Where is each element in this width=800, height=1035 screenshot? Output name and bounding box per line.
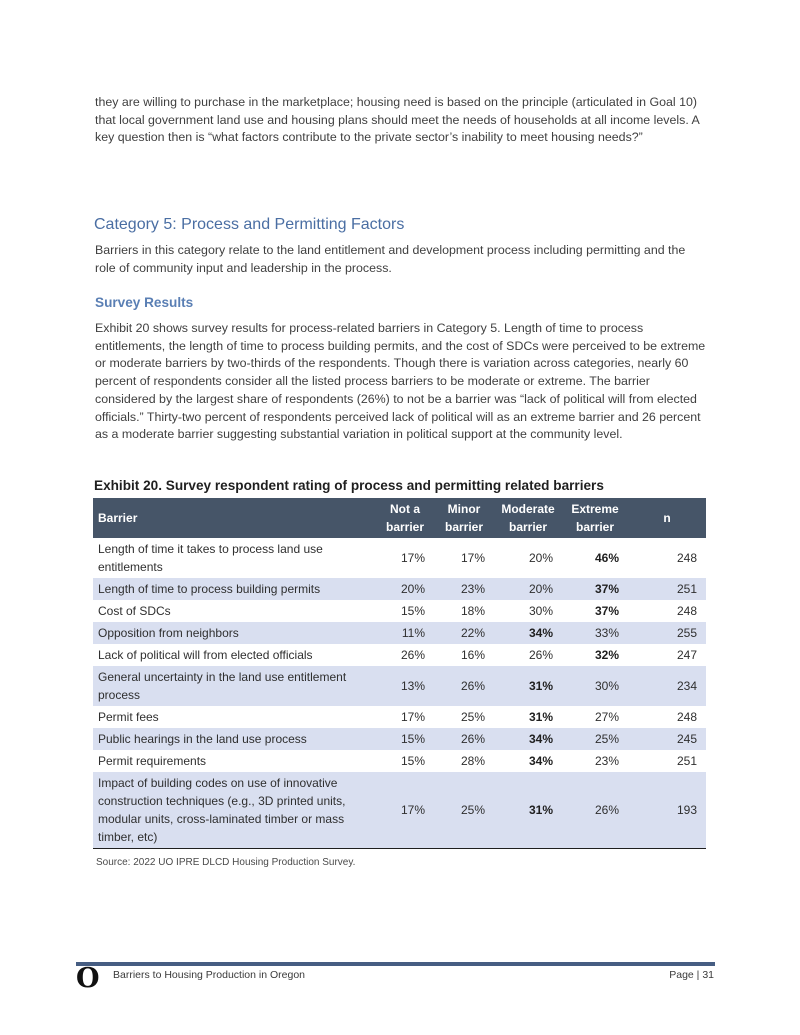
minor-barrier-value: 26%	[434, 728, 494, 750]
minor-barrier-value: 28%	[460, 754, 485, 768]
not-a-barrier-value: 15%	[376, 728, 434, 750]
barriers-table	[93, 498, 706, 849]
respondent-count: 247	[676, 648, 697, 662]
table-row	[93, 728, 706, 750]
extreme-barrier-value: 37%	[562, 578, 628, 600]
barrier-label: Lack of political will from elected officials	[98, 648, 313, 662]
minor-barrier-value: 23%	[434, 578, 494, 600]
header-barrier: Barrier	[93, 498, 376, 538]
header-not-a-barrier: Not a barrier	[376, 498, 434, 538]
respondent-count: 251	[628, 578, 706, 600]
footer-document-title: Barriers to Housing Production in Oregon	[113, 969, 306, 981]
respondent-count: 193	[628, 772, 706, 849]
minor-barrier-value: 18%	[460, 604, 485, 618]
moderate-barrier-value: 20%	[528, 551, 553, 565]
table-row	[93, 538, 706, 578]
barrier-label: General uncertainty in the land use entitlement process	[93, 666, 376, 706]
footer-page-number: Page | 31	[669, 969, 714, 981]
table-row	[93, 622, 706, 644]
moderate-barrier-value: 31%	[494, 772, 562, 849]
table-row	[93, 706, 706, 728]
respondent-count: 255	[628, 622, 706, 644]
moderate-barrier-value: 31%	[494, 666, 562, 706]
table-row	[93, 750, 706, 772]
minor-barrier-value: 25%	[460, 710, 485, 724]
moderate-barrier-value: 31%	[528, 710, 553, 724]
moderate-barrier-value: 30%	[528, 604, 553, 618]
subsection-heading: Survey Results	[95, 295, 194, 310]
minor-barrier-value: 22%	[434, 622, 494, 644]
not-a-barrier-value: 15%	[400, 754, 425, 768]
barrier-label: Public hearings in the land use process	[93, 728, 376, 750]
table-row	[93, 600, 706, 622]
minor-barrier-value: 16%	[460, 648, 485, 662]
respondent-count: 248	[676, 710, 697, 724]
respondent-count: 245	[628, 728, 706, 750]
table-row	[93, 772, 706, 849]
barrier-label: Impact of building codes on use of innovative construction techniques (e.g., 3D printed units, modular units, cross-laminated timber or mass timber, etc)	[93, 772, 376, 849]
not-a-barrier-value: 26%	[400, 648, 425, 662]
respondent-count: 234	[628, 666, 706, 706]
section-heading: Category 5: Process and Permitting Factors	[94, 216, 405, 233]
respondent-count: 248	[676, 551, 697, 565]
not-a-barrier-value: 15%	[400, 604, 425, 618]
table-header-row	[93, 498, 706, 538]
moderate-barrier-value: 26%	[528, 648, 553, 662]
not-a-barrier-value: 20%	[376, 578, 434, 600]
header-n: n	[628, 498, 706, 538]
extreme-barrier-value: 32%	[594, 648, 619, 662]
section-description: Barriers in this category relate to the land entitlement and development process including permitting and the role of community input and leadership in the process.	[95, 243, 686, 275]
minor-barrier-value: 25%	[434, 772, 494, 849]
minor-barrier-value: 17%	[460, 551, 485, 565]
extreme-barrier-value: 26%	[562, 772, 628, 849]
moderate-barrier-value: 34%	[494, 728, 562, 750]
not-a-barrier-value: 17%	[376, 772, 434, 849]
extreme-barrier-value: 23%	[594, 754, 619, 768]
header-extreme-barrier: Extreme barrier	[562, 498, 628, 538]
survey-results-paragraph: Exhibit 20 shows survey results for process-related barriers in Category 5. Length of time to process entitlements, the length of time to process building permits, and the cost of SDCs were perceived to be extreme or moderate barriers by two-thirds of the respondents. Though there is variation across categories, nearly 60 percent of respondents consider all the listed process barriers to be moderate or extreme. The barrier considered by the largest share of respondents (26%) to not be a barrier was “lack of political will from elected officials.” Thirty-two percent of respondents perceived lack of political will as an extreme barrier and 26 percent as a moderate barrier suggesting substantial variation in political support at the community level.	[95, 321, 706, 442]
extreme-barrier-value: 33%	[562, 622, 628, 644]
header-moderate-barrier: Moderate barrier	[494, 498, 562, 538]
intro-paragraph: they are willing to purchase in the marketplace; housing need is based on the principle (articulated in Goal 10) that local government land use and housing plans should meet the needs of households at all income levels. A key question then is “what factors contribute to the private sector’s inability to meet housing needs?”	[95, 95, 700, 145]
extreme-barrier-value: 37%	[594, 604, 619, 618]
respondent-count: 248	[676, 604, 697, 618]
not-a-barrier-value: 17%	[400, 551, 425, 565]
extreme-barrier-value: 46%	[594, 551, 619, 565]
table-source-note: Source: 2022 UO IPRE DLCD Housing Production Survey.	[96, 857, 356, 868]
minor-barrier-value: 26%	[434, 666, 494, 706]
barrier-label: Opposition from neighbors	[93, 622, 376, 644]
extreme-barrier-value: 30%	[562, 666, 628, 706]
header-minor-barrier: Minor barrier	[434, 498, 494, 538]
barrier-label: Cost of SDCs	[98, 604, 171, 618]
footer-divider	[76, 962, 715, 966]
extreme-barrier-value: 27%	[594, 710, 619, 724]
exhibit-caption: Exhibit 20. Survey respondent rating of process and permitting related barriers	[94, 478, 604, 493]
table-row	[93, 578, 706, 600]
table-row	[93, 666, 706, 706]
barrier-label: Permit fees	[98, 710, 159, 724]
barrier-label: Permit requirements	[98, 754, 207, 768]
barrier-label: Length of time to process building permits	[93, 578, 376, 600]
table-row	[93, 644, 706, 666]
extreme-barrier-value: 25%	[562, 728, 628, 750]
not-a-barrier-value: 17%	[400, 710, 425, 724]
university-logo: O	[76, 963, 100, 994]
moderate-barrier-value: 34%	[494, 622, 562, 644]
barrier-label: Length of time it takes to process land use entitlements	[98, 542, 323, 574]
not-a-barrier-value: 13%	[376, 666, 434, 706]
moderate-barrier-value: 34%	[528, 754, 553, 768]
not-a-barrier-value: 11%	[376, 622, 434, 644]
moderate-barrier-value: 20%	[494, 578, 562, 600]
respondent-count: 251	[676, 754, 697, 768]
